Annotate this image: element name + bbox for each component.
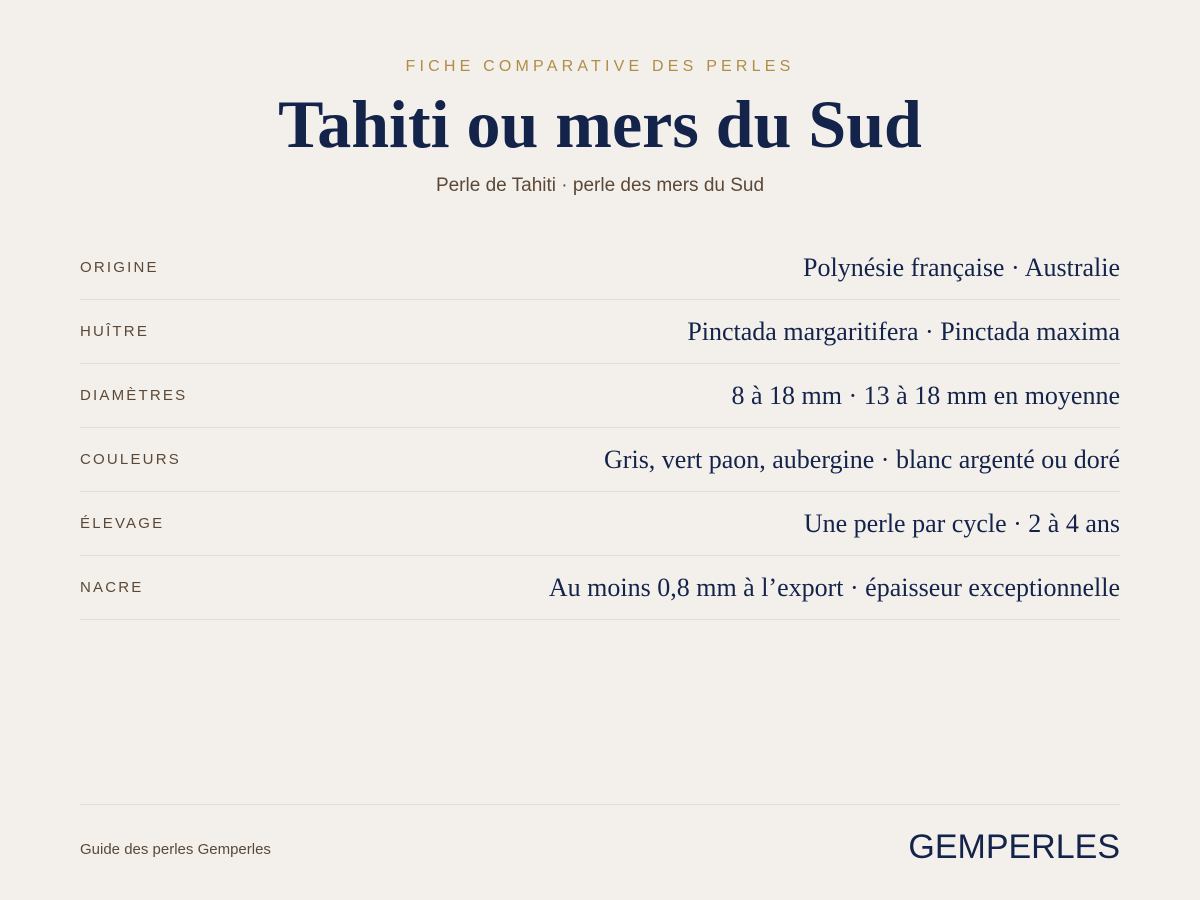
- row-value: 8 à 18 mm · 13 à 18 mm en moyenne: [731, 380, 1120, 410]
- row-elevage: [80, 492, 1120, 556]
- row-label: NACRE: [80, 579, 144, 596]
- footer-divider: [80, 804, 1120, 805]
- row-label: DIAMÈTRES: [80, 387, 188, 404]
- row-value: Pinctada margaritifera · Pinctada maxima: [687, 316, 1120, 346]
- row-value: Une perle par cycle · 2 à 4 ans: [803, 508, 1120, 538]
- row-nacre: [80, 556, 1120, 620]
- row-label: ORIGINE: [80, 259, 159, 276]
- page-subtitle: Perle de Tahiti · perle des mers du Sud: [435, 175, 765, 196]
- comparison-table: [80, 236, 1120, 620]
- row-value: Polynésie française · Australie: [803, 252, 1120, 282]
- row-label: HUÎTRE: [80, 323, 150, 340]
- row-value: Gris, vert paon, aubergine · blanc argenté ou doré: [604, 444, 1120, 474]
- row-huitre: [80, 300, 1120, 364]
- brand-logo: GEMPERLES: [908, 828, 1120, 866]
- row-value: Au moins 0,8 mm à l’export · épaisseur exceptionnelle: [548, 572, 1120, 602]
- eyebrow-label: FICHE COMPARATIVE DES PERLES: [405, 58, 795, 75]
- row-diametres: [80, 364, 1120, 428]
- row-label: ÉLEVAGE: [80, 515, 165, 532]
- row-label: COULEURS: [80, 451, 181, 468]
- row-origine: [80, 236, 1120, 300]
- row-couleurs: [80, 428, 1120, 492]
- footer-caption: Guide des perles Gemperles: [80, 841, 271, 858]
- page-title: Tahiti ou mers du Sud: [278, 86, 922, 162]
